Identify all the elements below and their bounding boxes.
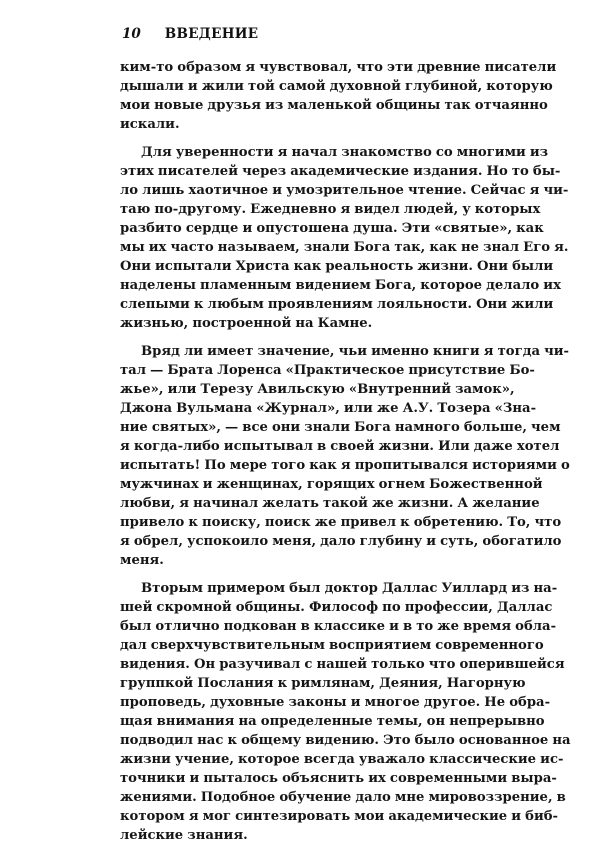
text-line: любви, я начинал желать такой же жизни. А желание [120,496,540,511]
text-line: шей скромной общины. Философ по профессии, Даллас [120,600,553,615]
text-line: Джона Вульмана «Журнал», или же А.У. Тозера «Зна- [120,401,537,416]
text-line: слепыми к любым проявлениям лояльности. Они жили [120,297,554,312]
paragraph-4 [120,579,571,845]
text-line: ло лишь хаотичное и умозрительное чтение. Сейчас я чи- [120,183,569,198]
running-head [122,26,258,48]
text-line: разбито сердце и опустошена душа. Эти «святые», как [120,221,544,236]
text-line: щая внимания на определенные темы, он непрерывно [120,714,545,729]
text-line: мужчинах и женщинах, горящих огнем Божественной [120,477,543,492]
text-line: Вторым примером был доктор Даллас Уиллард из на- [141,581,558,596]
text-line: привело к поиску, поиск же привел к обретению. То, что [120,515,562,530]
text-line: был отлично подкован в классике и в то же время обла- [120,619,557,634]
text-line: я обрел, успокоило меня, дало глубину и суть, обогатило [120,534,562,549]
text-line: жизнью, построенной на Камне. [120,316,373,331]
text-line: я когда-либо испытывал в своей жизни. Или даже хотел [120,439,560,454]
text-line: таю по-другому. Ежедневно я видел людей, у которых [120,202,541,217]
paragraph-3 [120,342,570,570]
text-line: подводил нас к общему видению. Это было основанное на [120,733,571,748]
body-text [120,58,571,854]
text-line: этих писателей через академические издания. Но то бы- [120,164,561,179]
paragraph-2 [120,143,569,333]
text-line: ким-то образом я чувствовал, что эти древние писатели [120,60,557,75]
text-line: наделены пламенным видением Бога, которое делало их [120,278,561,293]
text-line: дал сверхчувствительным восприятием современного [120,638,544,653]
text-line: испытать! По мере того как я пропитывался историями о [120,458,570,473]
text-line: Они испытали Христа как реальность жизни. Они были [120,259,554,274]
text-line: мы их часто называем, знали Бога так, как не знал Его я. [120,240,569,255]
text-line: группкой Послания к римлянам, Деяния, Нагорную [120,676,526,691]
text-line: жье», или Терезу Авильскую «Внутренний замок», [120,382,515,397]
section-title: ВВЕДЕНИЕ [164,26,259,42]
text-line: тал — Брата Лоренса «Практическое присутствие Бо- [120,363,535,378]
text-line: жениями. Подобное обучение дало мне мировоззрение, в [120,790,566,805]
text-line: меня. [120,553,164,568]
text-line: жизни учение, которое всегда уважало классические ис- [120,752,564,767]
text-line: котором я мог синтезировать мои академические и биб- [120,809,558,824]
text-line: дышали и жили той самой духовной глубиной, которую [120,79,553,94]
text-line: видения. Он разучивал с нашей только что оперившейся [120,657,565,672]
paragraph-1 [120,58,557,134]
text-line: проповедь, духовные законы и многое другое. Не обра- [120,695,551,710]
text-line: Вряд ли имеет значение, чьи именно книги я тогда чи- [141,344,570,359]
text-line: мои новые друзья из маленькой общины так отчаянно [120,98,548,113]
text-line: лейские знания. [120,828,248,843]
text-line: искали. [120,117,180,132]
text-line: ние святых», — все они знали Бога намного больше, чем [120,420,561,435]
text-line: точники и пыталось объяснить их современными выра- [120,771,557,786]
text-line: Для уверенности я начал знакомство со многими из [141,145,549,160]
page-number: 10 [122,26,141,42]
